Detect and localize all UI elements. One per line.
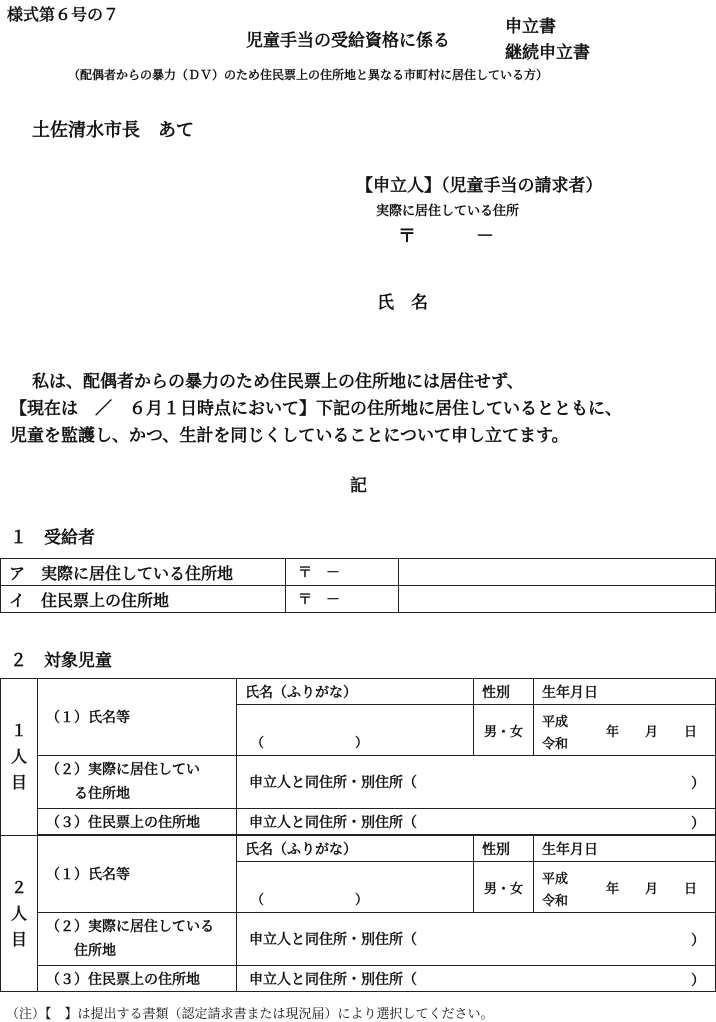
recipient-registered-postal: 〒 － — [286, 586, 399, 613]
child-1-registered-label: （３）住民票上の住所地 — [38, 809, 237, 835]
child-1-actual-address-field[interactable] — [237, 756, 716, 809]
child-2-ymd: 年 月 日 — [606, 882, 698, 897]
child-1-sex-header: 性別 — [474, 679, 534, 705]
child-2-actual-address-field[interactable] — [237, 913, 716, 966]
statement-line-1: 私は、配偶者からの暴力のため住民票上の住所地には居住せず、 — [32, 372, 524, 392]
child-1-furigana-paren: （ ） — [251, 736, 369, 751]
child-1-birth-field[interactable] — [534, 705, 716, 756]
child-1-birth-header: 生年月日 — [534, 679, 716, 705]
applicant-heading: 【申立人】（児童手当の請求者） — [356, 176, 603, 196]
child-2-era-heisei: 平成 — [542, 872, 569, 887]
recipient-actual-address-label: ア 実際に居住している住所地 — [1, 559, 286, 586]
recipient-registered-address-field[interactable] — [399, 586, 716, 613]
recipient-actual-postal: 〒 － — [286, 559, 399, 586]
child-1-name-label: （１）氏名等 — [38, 679, 237, 756]
child-2-birth-header: 生年月日 — [534, 836, 716, 862]
form-number: 様式第６号の７ — [7, 5, 120, 24]
ki-heading: 記 — [350, 476, 367, 496]
child-1-actual-close-paren: ） — [691, 776, 705, 792]
child-table — [0, 678, 716, 992]
child-2-birth-field[interactable] — [534, 862, 716, 913]
document-subtitle: （配偶者からの暴力（ＤＶ）のため住民票上の住所地と異なる市町村に居住している方） — [68, 68, 549, 82]
postal-dash: － — [476, 226, 494, 247]
statement-line-3: 児童を監護し、かつ、生計を同じくしていることについて申し立てます。 — [10, 426, 569, 446]
child-1-actual-address-label: （２）実際に居住してい る住所地 — [38, 756, 237, 809]
child-2-name-field[interactable] — [237, 862, 474, 913]
recipient-actual-address-field[interactable] — [399, 559, 716, 586]
postal-mark: 〒 — [398, 226, 416, 247]
document-title: 児童手当の受給資格に係る — [246, 31, 450, 51]
child-1-era-reiwa: 令和 — [542, 737, 569, 752]
child-2-era-reiwa: 令和 — [542, 894, 569, 909]
child-2-registered-label: （３）住民票上の住所地 — [38, 966, 237, 992]
child-1-era-heisei: 平成 — [542, 715, 569, 730]
child-2-furigana-paren: （ ） — [251, 893, 369, 908]
child-1-ymd: 年 月 日 — [606, 725, 698, 740]
section-2-title: ２ 対象児童 — [10, 651, 112, 671]
applicant-address-label: 実際に居住している住所 — [376, 204, 520, 219]
child-2-sex-header: 性別 — [474, 836, 534, 862]
footnote: （注）【 】は提出する書類（認定請求書または現況届）により選択してください。 — [6, 1007, 494, 1022]
child-2-actual-address-label: （２）実際に居住している 住所地 — [38, 913, 237, 966]
statement-line-2: 【現在は ／ ６月１日時点において】下記の住所地に居住しているとともに、 — [10, 399, 622, 419]
child-1-actual-address-value: 申立人と同住所・別住所（ — [249, 775, 417, 791]
child-2-registered-field[interactable] — [237, 966, 716, 992]
section-1-title: １ 受給者 — [10, 528, 95, 548]
child-2-ordinal: ２ 人 目 — [1, 836, 38, 992]
title-option-moushitatesho: 申立書 — [505, 17, 556, 37]
child-1-ordinal: １ 人 目 — [1, 679, 38, 836]
applicant-name-label: 氏 名 — [377, 293, 428, 313]
child-2-actual-address-value: 申立人と同住所・別住所（ — [249, 932, 417, 948]
child-1-name-field[interactable] — [237, 705, 474, 756]
recipient-registered-address-label: イ 住民票上の住所地 — [1, 586, 286, 613]
child-2-name-label: （１）氏名等 — [38, 836, 237, 913]
child-1-registered-value: 申立人と同住所・別住所（ — [249, 814, 417, 831]
child-2-registered-value: 申立人と同住所・別住所（ — [249, 971, 417, 988]
child-2-sex-field[interactable]: 男・女 — [474, 862, 534, 913]
title-option-keizoku: 継続申立書 — [505, 43, 590, 63]
child-2-actual-close-paren: ） — [691, 933, 705, 949]
child-1-name-header: 氏名（ふりがな） — [237, 679, 474, 705]
child-1-registered-field[interactable] — [237, 809, 716, 835]
child-2-registered-close-paren: ） — [691, 973, 705, 989]
child-1-sex-field[interactable]: 男・女 — [474, 705, 534, 756]
recipient-table — [0, 558, 716, 613]
child-2-name-header: 氏名（ふりがな） — [237, 836, 474, 862]
addressee: 土佐清水市長 あて — [32, 120, 194, 141]
child-1-registered-close-paren: ） — [691, 816, 705, 832]
